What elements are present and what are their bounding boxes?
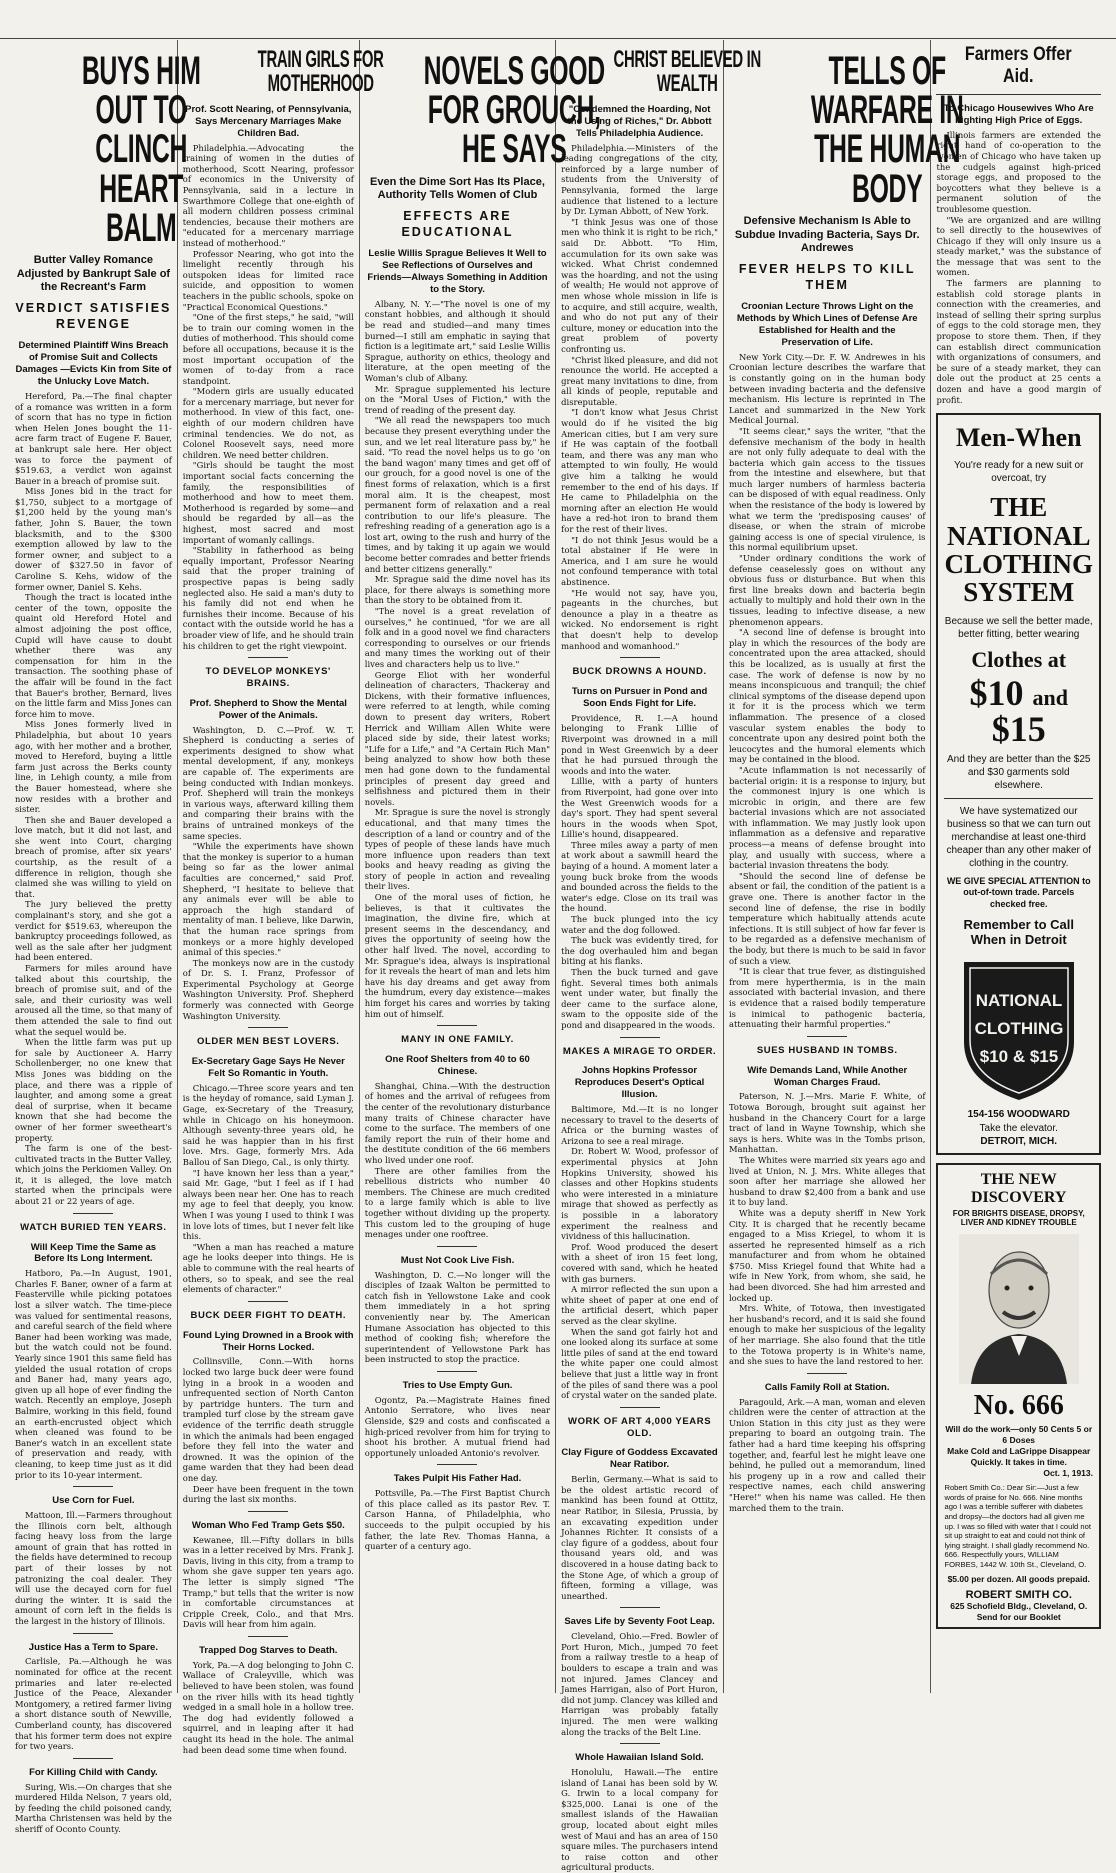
headline-watch-buried: WATCH BURIED TEN YEARS.: [20, 1221, 167, 1233]
divider: [620, 1743, 660, 1744]
ad-address: 154-156 WOODWARD: [967, 1108, 1070, 1120]
headline-seventy-foot: Saves Life by Seventy Foot Leap.: [564, 1616, 715, 1628]
article-body-sues-husband: [729, 1091, 926, 1366]
deck-many-family: One Roof Shelters from 40 to 60 Chinese.: [385, 1054, 530, 1077]
ad-line: Make Cold and LaGrippe Disappear Quickly. It takes in time.: [947, 1446, 1091, 1468]
deck-effects: EFFECTS ARE EDUCATIONAL: [401, 209, 514, 239]
paragraph: Hatboro, Pa.—In August, 1901, Charles F. Baner, owner of a farm at Feasterville while picking potatoes lost a silver watch. The time-piece was valued for sentimental reasons, and careful search of the field where Baner had been working was made, but the watch could not be found. Yearly since 1901 this same field has yielded the usual rotation of crops and Baner had, many years ago, given up all hope of ever finding the watch. Recently an employe, Joseph Balmire, working in this field, found an earth-encrusted object which when cleaned was found to be Baner's watch in an excellent state of preservation and ready, with cleaning, to keep time just as it did prior to its 10-year interment.: [15, 1268, 172, 1480]
paragraph: There are other families from the rebellious districts who number 40 members. The Chinese are much credited to a large family which is able to live together without dividing up the property. This custom led to the grouping of huge menages under one rooftree.: [364, 1165, 551, 1240]
ad-line: Will do the work—only 50 Cents 5 or 6 Doses: [945, 1424, 1093, 1446]
paragraph: Pottsville, Pa.—The First Baptist Church of this place called as its pastor Rev. T. Carson Hanna, of Philadelphia, who succeeds to the pulpit occupied by his father, the late Rev. Thomas Hanna, a quarter of a century ago.: [364, 1488, 551, 1552]
paragraph: The buck plunged into the icy water and the dog followed.: [561, 914, 718, 935]
paragraph: Cleveland, Ohio.—Fred. Bowler of Port Huron, Mich., jumped 70 feet from a railway trestle to a heap of boulders to escape a train and was not injured. James Clancey and James Harrigan, also of Port Huron, did not jump. Clancey was killed and Harrigan was probably fatally injured. The men were walking along the tracks of the Belt Line.: [561, 1631, 718, 1737]
paragraph: "Stability in fatherhood as being equally important, Professor Nearing said that the proper training of prospective papas is being sadly neglected also. He said a man's duty to his family did not end when he furnishes their income. Because of his contact with the outside world he has a broader view of life, and he should train his children to get the right viewpoint.: [182, 545, 354, 651]
paragraph: The farm is one of the best-cultivated tracts in the Butter Valley, which joins the Perkiomen Valley. On it, it is alleged, the love match started when the principals were about 21 or 22 years of age.: [15, 1143, 172, 1207]
deck-older-men: Ex-Secretary Gage Says He Never Felt So Romantic in Youth.: [191, 1056, 345, 1079]
paragraph: Suring, Wis.—On charges that she murdered Hilda Nelson, 7 years old, by feeding the child poisoned candy, Martha Christensen was held by the sheriff of Oconto County.: [15, 1781, 172, 1835]
article-body-empty-gun: [365, 1395, 550, 1459]
paragraph: Though the tract is located inthe center of the town, opposite the quaint old Hereford Hotel and almost adjoining the post office, Cupid will have cause to doubt whether there was any compensation for him in the transaction. The soothing phase of the affair will be found in the fact that Bauer's brother, Bernard, lives on the little farm and Miss Jones can force him to move.: [15, 592, 172, 719]
ad-company-address: 625 Schofield Bldg., Cleveland, O.: [950, 1600, 1088, 1611]
paragraph: "Modern girls are usually educated for a mercenary marriage, but never for motherhood. In view of this fact, one-eighth of our modern children have criminal tendencies. We do not, as Colonel Roosevelt says, need more children. We need better children.: [182, 386, 354, 460]
divider: [620, 657, 660, 658]
paragraph: York, Pa.—A dog belonging to John C. Wallace of Craleyville, which was believed to have been stolen, was found on the river hills with its head tightly wedged in a small hole in a hollow tree. The dog had evidently followed a squirrel, and in leaping after it had caught its head in the hole. The animal had been dead some time when found.: [182, 1659, 354, 1755]
divider: [944, 798, 1093, 799]
paragraph: Baltimore, Md.—It is no longer necessary to travel to the deserts of Africa or the burning wastes of Arizona to see a real mirage.: [561, 1104, 718, 1146]
headline-farmers-aid: Farmers Offer Aid.: [965, 44, 1073, 87]
ad-price: [944, 672, 1093, 749]
ad-line: And they are better than the $25 and $30 garments sold elsewhere.: [947, 753, 1091, 791]
paragraph: "We are organized and are willing to sell directly to the housewives of Chicago if they will only insure us a steady market," was the substance of the message that was sent to the women.: [936, 214, 1101, 278]
subdeck-croonian: Croonian Lecture Throws Light on the Methods by Which Lines of Defense Are Established for Health and the Preservation of Life.: [736, 301, 918, 348]
paragraph: "While the experiments have shown that the monkey is superior to a human being so far as the lower animal faculties are concerned," said Prof. Shepherd, "I hesitate to believe that any animals ever will be able to approach the high standard of mentality of man. I believe, like Darwin, that the human race springs from monkeys or a more highly developed animal of this species.": [182, 841, 354, 958]
ad-nd-title: THE NEW DISCOVERY: [971, 1170, 1067, 1206]
ad-city: DETROIT, MICH.: [980, 1135, 1058, 1147]
paragraph: Collinsville, Conn.—With horns locked two large buck deer were found lying in a brook in a wooden and unfrequented section of North Canton by partridge hunters. The turn and trampled turf close by the stream gave evidence of the terrific death struggle in which the animals had been engaged before they fell into the water and drowned. It was the opinion of the game warden that they had been dead one day.: [182, 1356, 354, 1483]
article-body-warfare: [729, 352, 926, 1030]
article-body-work-of-art: [561, 1474, 718, 1601]
portrait-icon: [959, 1234, 1079, 1384]
headline-sues-husband: SUES HUSBAND IN TOMBS.: [756, 1044, 898, 1056]
article-body-live-fish: [365, 1270, 550, 1365]
paragraph: New York City.—Dr. F. W. Andrewes in his Croonian lecture describes the warfare that is constantly going on in the human body between invading bacteria and the defensive mechanism. His lecture is reprinted in The Lancet and summarized in the New York Medical Journal.: [728, 351, 926, 426]
divider: [73, 1213, 113, 1214]
deck-nearing: Prof. Scott Nearing, of Pennsylvania, Says Mercenary Marriages Make Children Bad.: [185, 104, 352, 139]
article-body-buck-deer: [183, 1356, 354, 1504]
ad-attention: WE GIVE SPECIAL ATTENTION to out-of-town trade. Parcels checked free.: [946, 875, 1091, 909]
article-body-killing-child: [15, 1782, 172, 1835]
article-body-christ-wealth: [561, 143, 718, 652]
headline-tramp: Woman Who Fed Tramp Gets $50.: [191, 1519, 345, 1531]
paragraph: "I don't know what Jesus Christ would do if he visited the big American cities, but I am very sure if He was captain of the football team, and there was any man who attempted to win foully, He would give him a talking he would remember to the end of his days. If He came to Philadelphia on the morning after an election He would have a red-hot iron to brand them for the rest of their lives.: [561, 407, 718, 534]
shield-top-text: NATIONAL: [975, 990, 1063, 1010]
paragraph: "When a man has reached a mature age he looks deeper into things. He is able to commune with the real hearts of others, so to speak, and see the real elements of character.": [182, 1241, 354, 1295]
paragraph: Philadelphia.—Ministers of the leading congregations of the city, reinforced by a large number of students from the University of Pennsylvania, formed the large audience that listened to a lecture by Dr. Lyman Abbott, of New York.: [561, 142, 718, 217]
paragraph: Mr. Sprague supplemented his lecture on the "Moral Uses of Fiction," with the trend of reading of the present day.: [364, 383, 551, 415]
headline-novels-good: NOVELS GOOD FOR GROUCH, HE SAYS: [423, 49, 605, 172]
paragraph: "We all read the newspapers too much because they present everything under the sun, and we let real literature pass by," he said. "To read the novel helps us to go 'on the band wagon' many times and get off of our grouch, for a good novel is one of the finest forms of relaxation, which is a first moral aim. It is the cheapest, most permanent form of relaxation and a real contribution to our life's pleasure. The refreshing reading of a generation ago is a lost art, owing to the rush and hurry of the times, and by taking it up again we would become better comrades and better friends and better citizens generally.": [364, 415, 551, 574]
paragraph: "It seems clear," says the writer, "that the defensive mechanism of the body in health are not only fully adequate to deal with the bacteria which gain access to the tissues from the intestine and elsewhere, but that much larger numbers of harmless bacteria can be disposed of with equal readiness. Only when the resistance of the body is lowered by what we term the 'predisposing causes' of disease, or when the strain of microbe gaining access is one of special virulence, is this normal equilibrium upset.: [728, 425, 926, 553]
paragraph: One of the moral uses of fiction, he believes, is that it cultivates the imagination, the divine fire, which at present seems in the descendancy, and gives the opportunity of seeing how the other half lived. The novel, according to Mr. Sprague's idea, always is inspirational for it reveals the heart of man and lets him have his day dreams and get away from the humdrum, every day existence—makes him forget his cares and worries by taking him out of himself.: [364, 892, 551, 1019]
paragraph: Illinois farmers are extended the right hand of co-operation to the women of Chicago who have taken up the cudgels against high-priced storage eggs, and proposed to the boycotters what they believe is a permanent solution of the troublesome question.: [936, 129, 1101, 214]
paragraph: Philadelphia.—Advocating the training of women in the duties of motherhood, Scott Nearing, professor of economics in the University of Pennsylvania, said in a lecture in Swarthmore College that one-eighth of all modern children possess criminal tendencies, because their mothers are "educated for a mercenary marriage instead of motherhood.": [182, 142, 354, 248]
paragraph: "A second line of defense is brought into play in which the resources of the body are concentrated upon the area attacked, should this be localized, as is usually at first the case. The work of defense is now by no means inconspicuous and tranquil; the chief clinical symptoms of the disease depend upon it for it is the process which we term inflammation. The presence of a closed vascular system enables the body to concentrate upon any desired point both the leucocytes and the humoral elements which may be contained in the blood.: [728, 627, 926, 765]
article-body-seventy-foot: [561, 1631, 718, 1737]
paragraph: "Should the second line of defense be absent or fail, the condition of the patient is a grave one. There is another factor in the second line of defense, the rise in bodily temperature which habitually attends acute infections. It is still subject of how far fever is to be regarded as a defensive mechanism of the body, but there is much to be said in favor of such a view.: [728, 870, 926, 966]
headline-train-girls: TRAIN GIRLS FOR MOTHERHOOD: [257, 46, 384, 97]
headline-empty-gun: Tries to Use Empty Gun.: [402, 1379, 513, 1391]
ad-remember: Remember to Call When in Detroit: [963, 916, 1074, 948]
paragraph: "I have known her less than a year," said Mr. Gage, "but I feel as if I had always been near her. One has to reach my age to feel that deeply, you know. When I was young I used to think I was in love lots of times, but I never felt like this.: [182, 1167, 354, 1242]
paragraph: Farmers for miles around have talked about this courtship, the breach of promise suit, and of the sale, and their curiosity was well aroused all the time, so that many of them attended the sale to find out what the sequel would be.: [15, 963, 172, 1037]
divider: [437, 1464, 477, 1465]
headline-christ-wealth: CHRIST BELIEVED IN WEALTH: [613, 46, 762, 97]
ad-elevator: Take the elevator.: [979, 1122, 1058, 1134]
article-body-hawaiian-island: [561, 1767, 718, 1873]
paragraph: Three miles away a party of men at work about a sawmill heard the baying of a hound. A moment later a young buck broke from the woods and bounded across the fields to the water's edge. Close on its trail was the hound.: [561, 839, 718, 914]
shield-bottom-text: $10 & $15: [979, 1046, 1058, 1066]
deck-fever: FEVER HELPS TO KILL THEM: [738, 262, 916, 292]
paragraph: The Whites were married six years ago and lived at Union, N. J. Mrs. White alleges that soon after her marriage she allowed her husband to draw $2,400 from a bank and use it to buy land.: [728, 1154, 926, 1208]
paragraph: Then she and Bauer developed a love match, but it did not last, and she went into Court, charging breach of promise, after six years' courtship, as the result of a difference in religion, though she claimed she was willing to yield on that.: [15, 814, 172, 899]
paragraph: "One of the first steps," he said, "will be to train our coming women in the duties of motherhood. This should come before all occupations, because it is the most important occupation of the women of to-day from a race standpoint.: [182, 312, 354, 386]
headline-justice: Justice Has a Term to Spare.: [28, 1641, 158, 1653]
paragraph: Mr. Sprague is sure the novel is strongly educational, and that many times the description of a land or country and of the types of people of these lands have much more influence upon readers than text books and heavy reading as giving the story of people in action and revealing their lives.: [364, 807, 551, 892]
national-clothing-ad: [936, 413, 1101, 1155]
deck-defensive: Defensive Mechanism Is Able to Subdue Invading Bacteria, Says Dr. Andrewes: [734, 214, 920, 255]
ad-company: ROBERT SMITH CO.: [965, 1588, 1072, 1601]
deck-monkeys: Prof. Shepherd to Show the Mental Power of the Animals.: [189, 697, 347, 721]
divider: [73, 1633, 113, 1634]
paragraph: Paterson, N. J.—Mrs. Marie F. White, of Totowa Borough, brought suit against her husband in the Chancery Court for a large tract of land in Wayne Township, which she says is hers. White was in the Tombs prison, Manhattan.: [728, 1091, 926, 1155]
divider: [73, 1486, 113, 1487]
ad-line: You're ready for a new suit or overcoat, try: [954, 460, 1084, 485]
paragraph: Honolulu, Hawaii.—The entire island of Lanai has been sold by W. G. Irwin to a local company for $325,000. Lanai is one of the smallest islands of the Hawaiian group, located about eight miles west of Maui and has an area of 150 square miles. The purchasers intend to raise cotton and other agricultural products.: [561, 1767, 718, 1873]
headline-hawaiian-island: Whole Hawaiian Island Sold.: [575, 1752, 704, 1764]
deck-work-of-art: Clay Figure of Goddess Excavated Near Ratibor.: [561, 1447, 718, 1471]
headline-killing-child: For Killing Child with Candy.: [29, 1766, 158, 1778]
ad-price-a: $10: [969, 672, 1024, 713]
article-body-buys-him-out: [15, 391, 172, 1207]
headline-older-men: OLDER MEN BEST LOVERS.: [197, 1036, 340, 1048]
paragraph: Kewanee, Ill.—Fifty dollars in bills was in a letter received by Mrs. Frank J. Davis, living in this city, from a tramp to whom she gave supper ten years ago. The letter is simply signed "The Tramp," but tells that the writer is now in comfortable circumstances at Cripple Creek, Colo., and that Mrs. Davis will hear from him again.: [182, 1534, 354, 1630]
paragraph: "I think Jesus was one of those men who think it is right to be rich," said Dr. Abbott. "To Him, accumulation for its own sake was wicked. What Christ condemned was the hoarding, and not the using of wealth; He would not approve of men whose whole mission in life is to acquire, and still acquire, wealth, and who do not put any of their culture, money or education into the great problem of poverty confronting us.: [561, 216, 718, 354]
deck-mirage: Johns Hopkins Professor Reproduces Desert's Optical Illusion.: [574, 1065, 705, 1101]
paragraph: Chicago.—Three score years and ten is the heyday of romance, said Lyman J. Gage, ex-Secretary of the Treasury, while in Chicago on his honeymoon. Although seventy-three years old, he said he was happier than in his first love. Mrs. Gage, formerly Mrs. Ada Ballou of San Diego, Cal., is only thirty.: [182, 1082, 354, 1168]
deck-farmers: To Chicago Housewives Who Are Fighting High Price of Eggs.: [943, 103, 1094, 126]
divider: [73, 1758, 113, 1759]
paragraph: When the little farm was put up for sale by Auctioneer A. Harry Schollenberger, no one knew that Miss Jones was bidding on the place, and there was a ripple of laughter, and among some a great deal of surprise, when it became known that she had become the owner of her former sweetheart's property.: [15, 1037, 172, 1143]
article-body-corn: [15, 1510, 172, 1627]
divider: [437, 1246, 477, 1247]
deck-abbott: "Condemned the Hoarding, Not the Using of Riches," Dr. Abbott Tells Philadelphia Audience.: [567, 104, 712, 139]
paragraph: Ogontz, Pa.—Magistrate Haines fined Antonio Serratore, who lives near Glenside, $29 and costs and confiscated a high-priced revolver from him for trying to shoot his brother. A mutual friend had opportunely unloaded Antonio's revolver.: [364, 1394, 551, 1458]
article-body-older-men: [183, 1083, 354, 1295]
subdeck-plaintiff: Determined Plaintiff Wins Breach of Promise Suit and Collects Damages —Evicts Kin from Site of the Unlucky Love Match.: [15, 340, 172, 388]
paragraph: Miss Jones bid in the tract for $1,750, subject to a mortgage of $1,200 held by the young man's father, John S. Bauer, the town blacksmith, and to the $300 exemption allowed by law to the former owner, and subject to a dower of $327.50 in favor of Caroline S. Kehs, widow of the former owner, Daniel S. Kehs.: [15, 486, 172, 592]
ad-date: Oct. 1, 1913.: [1043, 1468, 1093, 1479]
divider: [620, 1407, 660, 1408]
ad-price-b: $15: [991, 708, 1046, 749]
shield-mid-text: CLOTHING: [974, 1018, 1064, 1038]
headline-pulpit: Takes Pulpit His Father Had.: [393, 1473, 522, 1485]
divider: [437, 1025, 477, 1026]
ad-line: Because we sell the better made, better fitting, better wearing: [944, 615, 1093, 640]
paragraph: The farmers are planning to establish cold storage plants in connection with the creameries, and instead of selling their spring surplus of eggs to the cold storage men, they propose to store them. Then, if they can establish direct communication with organizations of consumers, and be sure of a steady market, they can dole out the product at 25 cents a dozen and have a good margin of profit.: [936, 278, 1101, 405]
new-discovery-ad: [936, 1163, 1101, 1629]
headline-live-fish: Must Not Cook Live Fish.: [400, 1254, 515, 1266]
ad-men-when: Men-When: [955, 423, 1082, 453]
divider: [807, 1373, 847, 1374]
ad-price-line: $5.00 per dozen. All goods prepaid.: [947, 1573, 1090, 1584]
paragraph: The buck was evidently tired, for the dog overhauled him and began biting at his flanks.: [561, 935, 718, 967]
paragraph: Mr. Sprague said the dime novel has its place, for there always is something more than the story to be obtained from it.: [364, 574, 551, 606]
divider: [620, 1607, 660, 1608]
headline-buck-deer: BUCK DEER FIGHT TO DEATH.: [190, 1309, 347, 1321]
paragraph: "The novel is a great revelation of ourselves," he continued, "for we are all folk and in a good novel we find characters corresponding to ourselves or our friends and many times the working out of their lives and characters help us to live.": [364, 606, 551, 669]
ad-company-name: THE NATIONAL CLOTHING SYSTEM: [944, 492, 1093, 608]
article-body-monkeys: [183, 725, 354, 1022]
paragraph: Albany, N. Y.—"The novel is one of my constant hobbies, and although it should be read and studied—and many times burned—I still am emphatic in saying that fiction is a legitimate art," said Leslie Willis Sprague, authority on ethics, theology and literature, at the open meeting of the Woman's club of Albany.: [364, 298, 551, 383]
paragraph: Dr. Robert W. Wood, professor of experimental physics at John Hopkins University, showed his classes and other Hopkins students who were interested in a miniature mirage that showed as perfectly as is possible in a laboratory experiment the realness and vividness of this hallucination.: [561, 1146, 718, 1242]
paragraph: "He would not say, have you, pageants in the churches, but denounce a play in a theatre as wicked. No endorsement is right that doesn't help to develop manhood and womanhood.": [561, 587, 718, 651]
divider: [248, 1027, 288, 1028]
article-body-justice: [15, 1656, 172, 1751]
paragraph: When the sand got fairly hot and one looked along its surface at some little piles of sand at the end toward the white paper one could almost believe that just a little way in front of the piles of sand there was a pool of crystal water on the sanded plate.: [561, 1326, 718, 1401]
subdeck-sprague: Leslie Willis Sprague Believes It Well to See Reflections of Ourselves and Friends—Always Something in Addition to the Story.: [367, 248, 548, 295]
headline-corn-fuel: Use Corn for Fuel.: [52, 1495, 135, 1507]
ad-nd-sub: FOR BRIGHTS DISEASE, DROPSY, LIVER AND KIDNEY TROUBLE: [952, 1208, 1085, 1228]
article-body-tramp: [183, 1535, 354, 1630]
deck-butter-valley: Butter Valley Romance Adjusted by Bankrupt Sale of the Recreant's Farm: [16, 253, 171, 294]
paragraph: Professor Nearing, who got into the limelight recently through his outspoken ideas for limited race suicide, and opposition to women teachers in the public schools, spoke on "Practical Economical Questions.": [182, 248, 354, 312]
column-4: [556, 40, 762, 1873]
headline-mirage: MAKES A MIRAGE TO ORDER.: [562, 1045, 717, 1057]
article-body-buck-hound: [561, 713, 718, 1031]
paragraph: Hereford, Pa.—The final chapter of a romance was written in a form of scorn that has no type in fiction when Helen Jones bought the 11-acre farm tract of Eugene F. Bauer, at bankrupt sale here. Her object was to force the payment of $519.63, a verdict won against Bauer in a breach of promise suit.: [15, 390, 172, 486]
top-rule: [0, 38, 1116, 39]
paragraph: Providence, R. I.—A hound belonging to Frank Lillie of Riverpoint was drowned in a mill pond in West Greenwich by a deer that he had pursued through the woods and into the water.: [561, 712, 718, 776]
paragraph: George Eliot with her wonderful delineation of characters, Thackeray and Dickens, with their formative influences, were referred to at length, while coming down to present day writers, Robert Herrick and William Allen White were placed side by side, their latest works; "Life for a Life," and "A Certain Rich Man" being analyzed to show how both these men had gone down to the fundamental principles of present day greed and selfishness and pictured them in their novels.: [364, 669, 551, 807]
paragraph: "Under ordinary conditions the work of defense ceaselessly goes on without any obvious fuss or disturbance. But when this first line breaks down and bacteria begin actually to multiply and hold their own in the tissues, leading to infective disease, a new phenomenon appears.: [728, 553, 926, 627]
divider: [248, 1511, 288, 1512]
paragraph: Shanghai, China.—With the destruction of homes and the arrival of refugees from the center of the revolutionary disturbance many traits of Chinese character have come to the surface. The members of one family report the ruin of their home and the destitute condition of the 66 members who lived under one roof.: [364, 1080, 551, 1165]
headline-warfare-body: TELLS OF WARFARE IN THE HUMAN BODY: [810, 49, 964, 211]
ad-booklet: Send for our Booklet: [976, 1611, 1061, 1622]
article-body-mirage: [561, 1104, 718, 1401]
deck-buck-hound: Turns on Pursuer in Pond and Soon Ends Fight for Life.: [571, 686, 708, 709]
deck-verdict: VERDICT SATISFIES REVENGE: [15, 301, 172, 331]
headline-many-family: MANY IN ONE FAMILY.: [401, 1034, 514, 1046]
headline-buck-hound: BUCK DROWNS A HOUND.: [572, 666, 707, 678]
deck-sues-husband: Wife Demands Land, While Another Woman Charges Fraud.: [747, 1064, 908, 1088]
divider: [437, 1371, 477, 1372]
paragraph: Washington, D. C.—Prof. W. T. Shepherd is conducting a series of experiments designed to show what mental development, if any, monkeys are capable of. The experiments are being conducted with Indian monkeys. Prof. Shepherd will train the monkeys in various ways, afterward killing them and comparing their brains with the brains of untrained monkeys of the same species.: [182, 724, 354, 841]
shield-logo-icon: [956, 954, 1082, 1104]
paragraph: Miss Jones formerly lived in Philadelphia, but about 10 years ago, with her mother and a brother, moved to Hereford, buying a little farm just across the Berks county line, in Lehigh county, a mile from the Bauer homestead, where she now resides with a brother and sister.: [15, 719, 172, 815]
deck-dime-sort: Even the Dime Sort Has Its Place, Authority Tells Women of Club: [370, 175, 545, 202]
deck-buck-deer: Found Lying Drowned in a Brook with Their Horns Locked.: [182, 1329, 354, 1353]
headline-buys-him-out: BUYS HIM OUT TO CLINCH HEART BALM: [81, 49, 201, 250]
paragraph: Then the buck turned and gave fight. Several times both animals went under water, but finally the deer came to the surface alone, swam to the opposite side of the pond and disappeared in the woods.: [561, 967, 718, 1030]
paragraph: Lillie, with a party of hunters from Riverpoint, had gone over into the West Greenwich woods for a day's sport. They had spent several hours in the woods when Spot, Lillie's hound, disappeared.: [561, 776, 718, 840]
paragraph: A mirror reflected the sun upon a white sheet of paper at one end of the artificial desert, which paper served as the clear skyline.: [561, 1284, 718, 1326]
headline-trapped-dog: Trapped Dog Starves to Death.: [199, 1644, 338, 1656]
column-3: [360, 40, 605, 1693]
divider: [620, 1037, 660, 1038]
paragraph: Carlisle, Pa.—Although he was nominated for office at the recent primaries and later re-elected Justice of the Peace, Alexander Montgomery, a retired farmer living a short distance south of Newville, Cumberland county, has discovered that his former term does not expire for two years.: [15, 1656, 172, 1752]
paragraph: "It is clear that true fever, as distinguished from mere hyperthermia, is in the main associated with bacterial invasion, and there is evidence that a raised bodily temperature is inimical to pathogenic bacteria, attenuating their harmful properties.": [728, 966, 926, 1030]
article-body-family-roll: [729, 1397, 926, 1514]
ad-line: We have systematized our business so that we can turn out merchandise at least one-third cheaper than any other maker of clothing in the country.: [946, 805, 1091, 869]
paragraph: "Christ liked pleasure, and did not renounce the world. He accepted a great many invitations to dine, from all kinds of people, reputable and disreputable.: [561, 354, 718, 407]
paragraph: The jury believed the pretty complainant's story, and she got a verdict for $519.63, whereupon the bankruptcy proceedings followed, as well as the sale after her judgment had been entered.: [15, 899, 172, 963]
columns: [10, 40, 1106, 1873]
ad-price-and: and: [1032, 684, 1068, 710]
paragraph: "I do not think Jesus would be a total abstainer if He were in America, and I am sure he would not confound temperance with total abstinence.: [561, 534, 718, 587]
paragraph: Washington, D. C.—No longer will the disciples of Izaak Walton be permitted to catch fish in Yellowstone Lake and cook them immediately in a hot spring conveniently near by. The American Humane Association has objected to this method of cooking fish; wherefore the superintendent of Yellowstone Park has been instructed to stop the practice.: [364, 1269, 551, 1365]
paragraph: The monkeys now are in the custody of Dr. S. I. Franz, Professor of Experimental Psychology at George Washington University. Prof. Shepherd formerly was connected with George Washington University.: [182, 957, 354, 1021]
divider: [248, 657, 288, 658]
paragraph: Paragould, Ark.—A man, woman and eleven children were the center of attraction at the Union Station in this city just as they were preparing to board an outgoing train. The father had a hard time keeping his offspring together, and, fearful lest he might leave one behind, he pulled out a memorandum, lined his progeny up in a row and called their respective names, each child answering "Here!" when his name was called. He then marched them to the train.: [728, 1396, 926, 1513]
article-body-novels: [365, 299, 550, 1019]
divider: [807, 1036, 847, 1037]
ad-product-number: No. 666: [973, 1390, 1064, 1421]
paragraph: Mattoon, Ill.—Farmers throughout the Illinois corn belt, although facing heavy loss from the large amount of grain that has rotted in the fields have determined to recoup part of their losses by not patronizing the coal dealer. They will use the decayed corn for fuel during the winter. It is said the amount of corn left in the fields is the largest in the history of Illinois.: [15, 1510, 172, 1626]
paragraph: Mrs. White, of Totowa, then investigated her husband's record, and it is said she found enough to make her suspicious of the legality of her marriage. She also found that the title to the Totowa property is in White's name, and she sues to have the land restored to her.: [728, 1303, 926, 1367]
deck-watch-buried: Will Keep Time the Same as Before Its Long Interment.: [30, 1241, 157, 1265]
paragraph: "Girls should be taught the most important social facts concerning the family, the responsibilities of motherhood and how to meet them. Motherhood is regarded by some—and should be regarded by all—as the highest, most sacred and most important of womanly callings.: [182, 460, 354, 545]
article-body-watch: [15, 1268, 172, 1480]
ad-testimonial: Robert Smith Co.: Dear Sir:—Just a few words of praise for No. 666. Nine months ago I was a terrible sufferer with diabetes and dropsy—the doctors had all given me up. I was so filled with water that I could not sit up straight to eat and could not think of lying straight. I shall gladly recommend No. 666. Respectfully yours, WILLIAM FORBES, 1442 W. 10th St., Cleveland, O.: [944, 1483, 1091, 1569]
column-2: [178, 40, 384, 1755]
column-6: [931, 40, 1106, 1693]
paragraph: "Acute inflammation is not necessarily of bacterial origin: it is a response to injury, but the commonest injury is one which is microbic in origin, and there are few bacterial invasions which are not associated with inflammation. We may justly look upon inflammation as a defensive and reparative process—a means of defense brought into play, and usually with success, where a bacterial invasion threatens the body.: [728, 764, 926, 871]
article-body-trapped-dog: [183, 1660, 354, 1755]
column-1: [10, 40, 201, 1835]
headline-work-of-art: WORK OF ART 4,000 YEARS OLD.: [568, 1415, 712, 1439]
paragraph: Deer have been frequent in the town during the last six months.: [182, 1483, 354, 1505]
article-body-pulpit: [365, 1488, 550, 1552]
paragraph: Berlin, Germany.—What is said to be the oldest artistic record of mankind has been found at Ottitz, near Ratibor, in Silesia, Prussia, by an excavating expedition under Johannes Richter. It consists of a clay figure of a goddess, about four thousand years old, and was discovered in a house dating back to the Stone Age, of which a group of fifteen, forming a village, was unearthed.: [561, 1474, 718, 1601]
headline-monkeys: TO DEVELOP MONKEYS' BRAINS.: [205, 666, 331, 689]
article-body-many-family: [365, 1081, 550, 1240]
ad-clothes-at: Clothes at: [971, 646, 1067, 672]
headline-family-roll: Calls Family Roll at Station.: [764, 1381, 890, 1393]
column-5: [724, 40, 964, 1693]
divider: [248, 1636, 288, 1637]
paragraph: Prof. Wood produced the desert with a sheet of iron 15 feet long, covered with sand, which he heated with gas burners.: [561, 1241, 718, 1284]
divider: [248, 1301, 288, 1302]
paragraph: White was a deputy sheriff in New York City. It is charged that he recently became engaged to a Miss Kriegel, to whom it is asserted he represented himself as a rich manufacturer and from whom he obtained $750. Miss Kriegel found that White had a wife in New York, from whom, she said, he had been divorced. She had him arrested and locked up.: [728, 1207, 926, 1303]
